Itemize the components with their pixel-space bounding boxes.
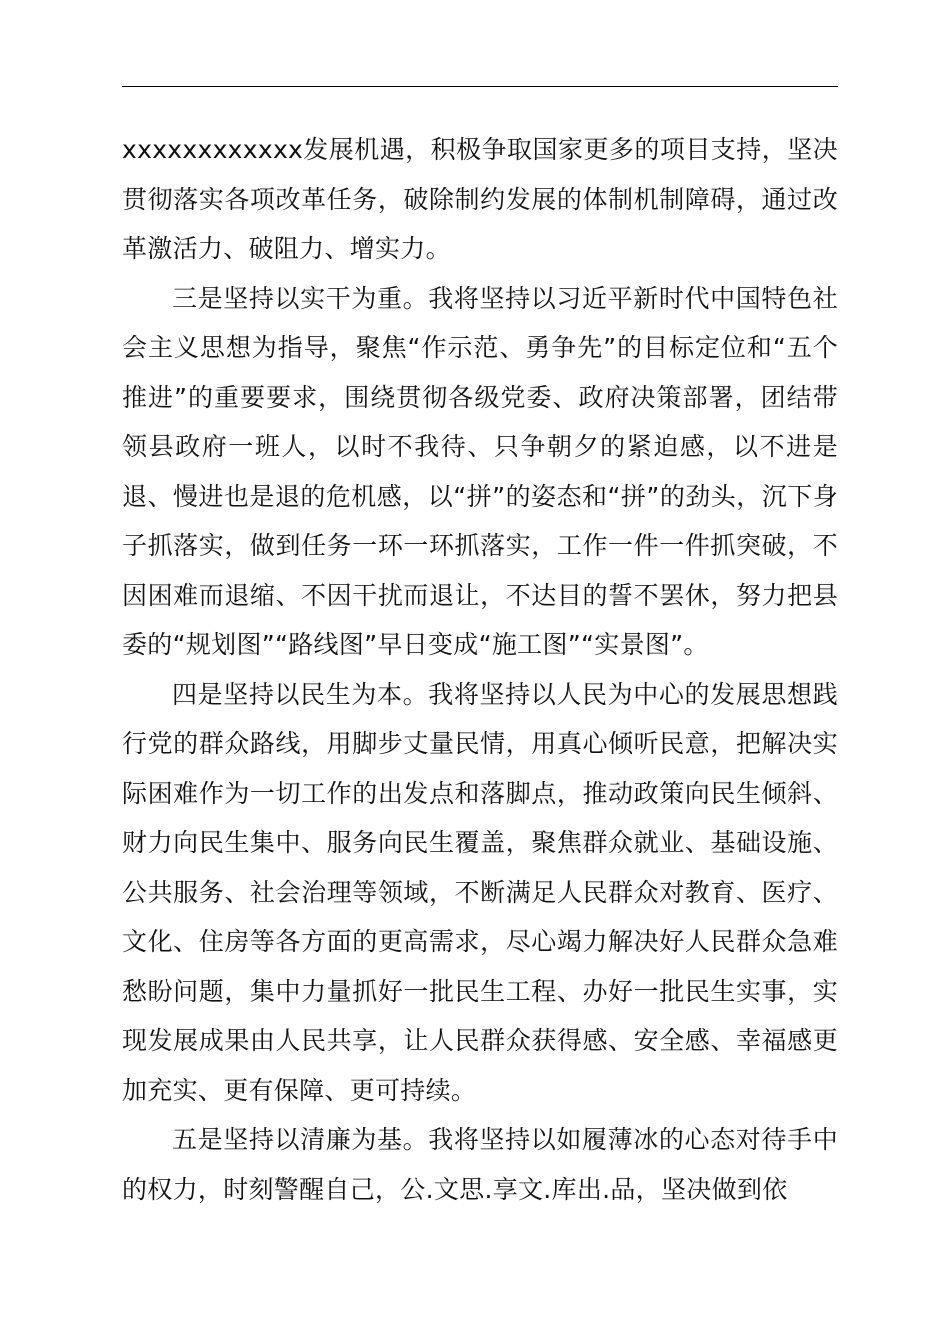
document-body	[122, 125, 838, 1214]
paragraph-point-four: 四是坚持以民生为本。我将坚持以人民为中心的发展思想践行党的群众路线，用脚步丈量民情，用真心倾听民意，把解决实际困难作为一切工作的出发点和落脚点，推动政策向民生倾斜、财力向民生集中、服务向民生覆盖，聚焦群众就业、基础设施、公共服务、社会治理等领域，不断满足人民群众对教育、医疗、文化、住房等各方面的更高需求，尽心竭力解决好人民群众急难愁盼问题，集中力量抓好一批民生工程、办好一批民生实事，实现发展成果由人民共享，让人民群众获得感、安全感、幸福感更加充实、更有保障、更可持续。	[122, 679, 838, 1105]
paragraph-point-three: 三是坚持以实干为重。我将坚持以习近平新时代中国特色社会主义思想为指导，聚焦“作示范、勇争先”的目标定位和“五个推进”的重要要求，围绕贯彻各级党委、政府决策部署，团结带领县政府一班人，以时不我待、只争朝夕的紧迫感，以不进是退、慢进也是退的危机感，以“拼”的姿态和“拼”的劲头，沉下身子抓落实，做到任务一环一环抓落实，工作一件一件抓突破，不因困难而退缩、不因干扰而退让，不达目的誓不罢休，努力把县委的“规划图”“路线图”早日变成“施工图”“实景图”。	[122, 283, 838, 659]
paragraph-point-five: 五是坚持以清廉为基。我将坚持以如履薄冰的心态对待手中的权力，时刻警醒自己，公.文思.享文.库出.品，坚决做到依	[122, 1125, 838, 1204]
header-rule	[122, 86, 838, 87]
paragraph-continuation: xxxxxxxxxxxx发展机遇，积极争取国家更多的项目支持，坚决贯彻落实各项改革任务，破除制约发展的体制机制障碍，通过改革激活力、破阻力、增实力。	[122, 135, 838, 263]
